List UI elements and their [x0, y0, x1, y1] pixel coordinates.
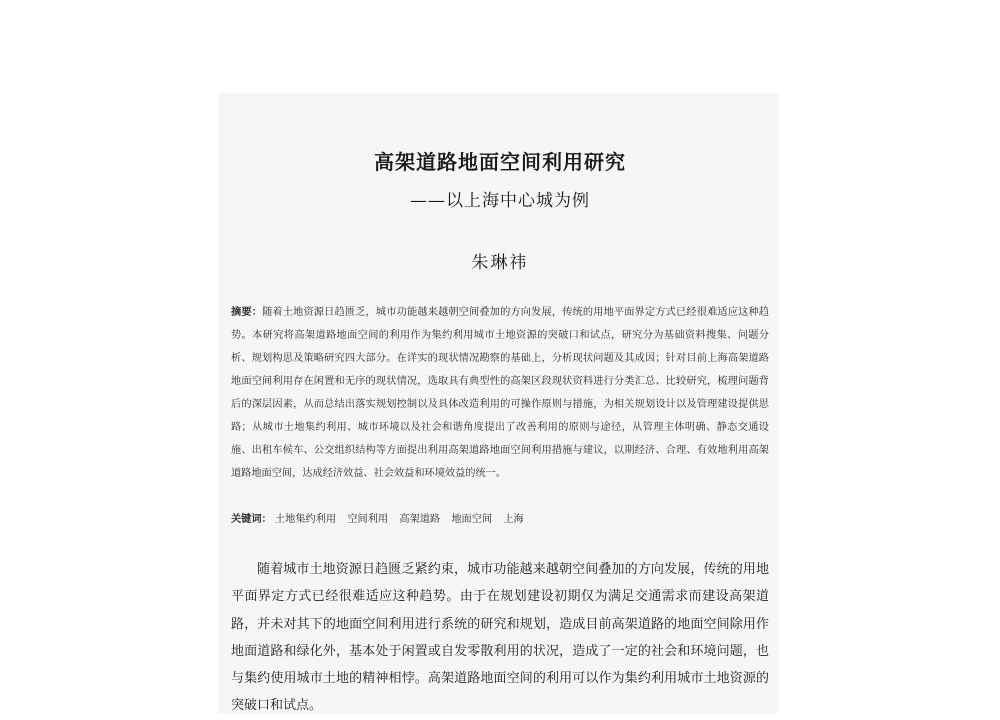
keyword: 土地集约利用 — [275, 514, 337, 525]
paper-title: 高架道路地面空间利用研究 — [374, 150, 626, 174]
keyword: 空间利用 — [347, 514, 389, 525]
abstract-text: 随着土地资源日趋匮乏，城市功能越来越朝空间叠加的方向发展，传统的用地平面界定方式已经很难适应这种趋势。本研究将高架道路地面空间的利用作为集约利用城市土地资源的突破口和试点，研究分为基础资料搜集、问题分析、规划构思及策略研究四大部分。在详实的现状情况勘察的基础上，分析现状问题及其成因；针对目前上海高架道路地面空间利用存在闲置和无序的现状情况，选取具有典型性的高架区段现状资料进行分类汇总、比较研究，梳理问题背后的深层因素，从而总结出落实规划控制以及具体改造利用的可操作原则与措施，为相关规划设计以及管理建设提供思路；从城市土地集约利用、城市环境以及社会和谐角度提出了改善利用的原则与途径，从管理主体明确、静态交通设施、出租车候车、公交组织结构等方面提出利用高架道路地面空间利用措施与建议，以期经济、合理、有效地利用高架道路地面空间，达成经济效益、社会效益和环境效益的统一。 — [231, 307, 770, 479]
body-paragraph: 随着城市土地资源日趋匮乏紧约束，城市功能越来越朝空间叠加的方向发展，传统的用地平面界定方式已经很难适应这种趋势。由于在规划建设初期仅为满足交通需求而建设高架道路，并未对其下的地面空间利用进行系统的研究和规划，造成目前高架道路的地面空间除用作地面道路和绿化外，基本处于闲置或自发零散利用的状况，造成了一定的社会和环境问题，也与集约使用城市土地的精神相悖。高架道路地面空间的利用可以作为集约利用城市土地资源的突破口和试点。 — [231, 562, 769, 714]
author-name: 朱琳祎 — [471, 253, 529, 273]
keyword: 上海 — [503, 514, 524, 525]
paper-subtitle: ——以上海中心城为例 — [410, 191, 590, 211]
keyword: 高架道路 — [399, 514, 441, 525]
keywords-label: 关键词： — [231, 514, 272, 525]
keyword: 地面空间 — [451, 514, 493, 525]
abstract-label: 摘要： — [231, 307, 263, 318]
keywords — [231, 510, 769, 530]
abstract — [231, 301, 769, 485]
